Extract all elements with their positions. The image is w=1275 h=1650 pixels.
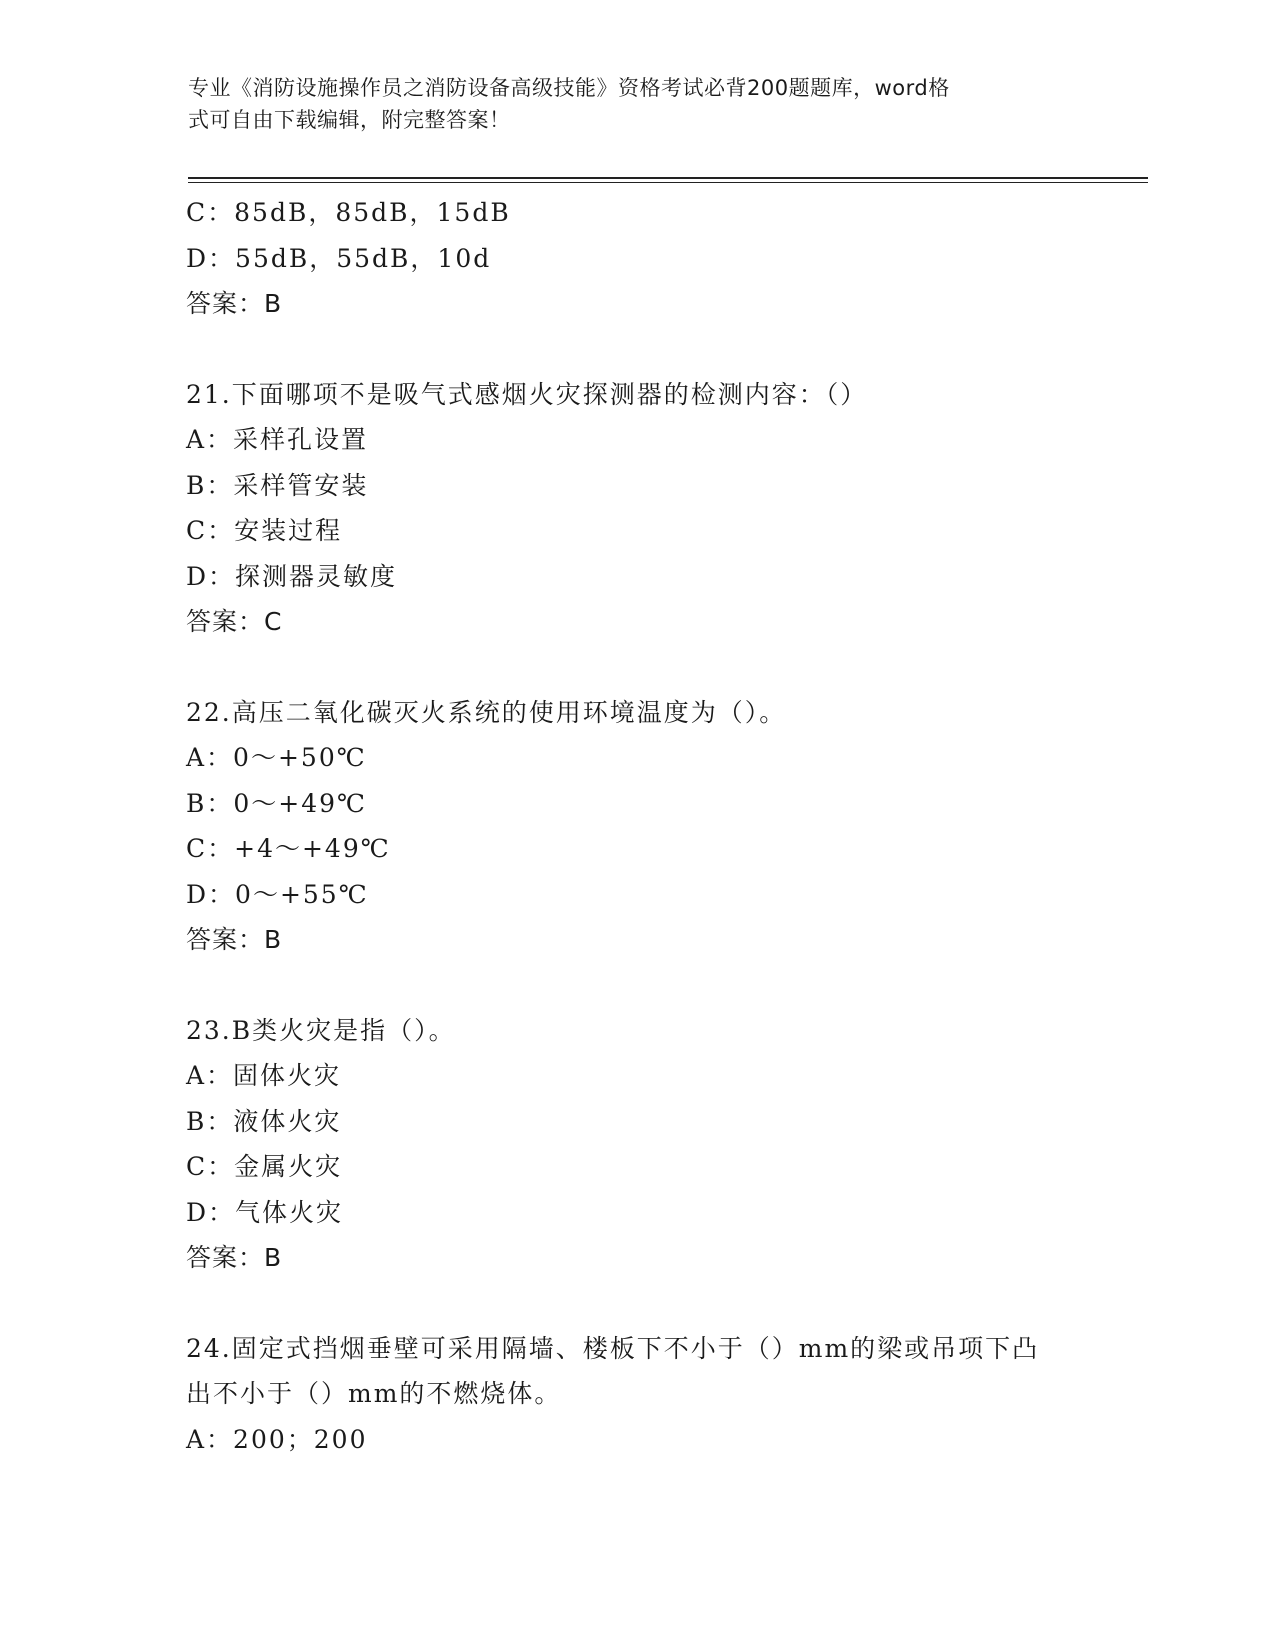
question-stem-line-1: 24.固定式挡烟垂壁可采用隔墙、楼板下不小于（）mm的梁或吊项下凸: [186, 1333, 1040, 1363]
option-b: B：采样管安装: [186, 470, 369, 500]
option-d: D：探测器灵敏度: [186, 561, 398, 591]
answer-line: 答案：C: [186, 607, 283, 636]
option-d: D：气体火灾: [186, 1197, 344, 1227]
document-header: [188, 72, 1068, 136]
option-a: A：固体火灾: [186, 1061, 342, 1090]
answer-line: 答案：B: [186, 289, 283, 318]
option-c: C：金属火灾: [186, 1152, 343, 1181]
option-b: B：0～+49℃: [186, 788, 368, 818]
question-stem-line-2: 出不小于（）mm的不燃烧体。: [186, 1379, 562, 1408]
option-c: C：安装过程: [186, 516, 343, 545]
header-divider-thick: [188, 177, 1148, 179]
question-stem: 22.高压二氧化碳灭火系统的使用环境温度为（）。: [186, 697, 787, 727]
option-d: D：0～+55℃: [186, 879, 369, 909]
option-d: D：55dB，55dB，10d: [186, 243, 492, 273]
header-line-2: 式可自由下载编辑，附完整答案！: [188, 108, 511, 132]
question-stem: 23.B类火灾是指（）。: [186, 1015, 456, 1045]
answer-line: 答案：B: [186, 1243, 283, 1272]
question-stem: 21.下面哪项不是吸气式感烟火灾探测器的检测内容：（）: [186, 379, 868, 409]
question-list: [186, 190, 1146, 1462]
option-a: A：200；200: [186, 1424, 368, 1454]
header-divider-thin: [188, 182, 1148, 183]
option-b: B：液体火灾: [186, 1106, 342, 1136]
header-line-1: 专业《消防设施操作员之消防设备高级技能》资格考试必背200题题库，word格: [188, 76, 950, 100]
option-a: A：采样孔设置: [186, 425, 369, 454]
option-c: C：85dB，85dB，15dB: [186, 198, 511, 227]
option-a: A：0～+50℃: [186, 743, 367, 772]
option-c: C：+4～+49℃: [186, 834, 391, 863]
answer-line: 答案：B: [186, 925, 283, 954]
